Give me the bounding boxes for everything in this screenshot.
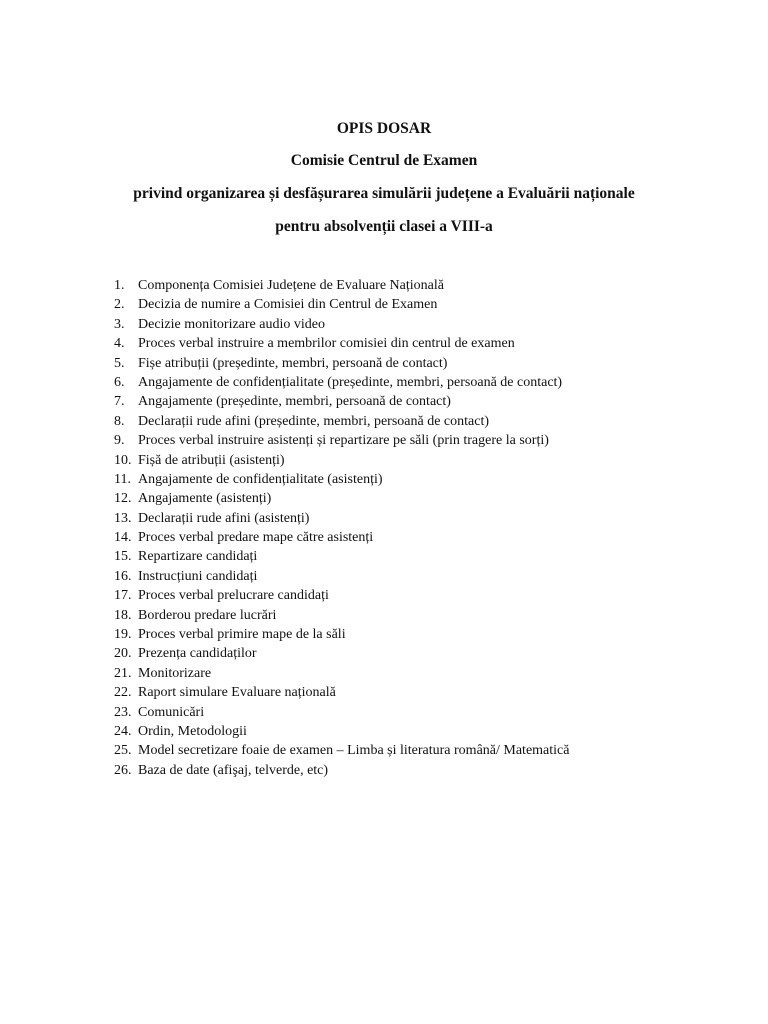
list-item-number: 11. <box>114 471 131 487</box>
list-item-number: 25. <box>114 743 132 759</box>
list-item-number: 2. <box>114 297 125 313</box>
list-item-text: Decizia de numire a Comisiei din Centrul de Examen <box>138 297 438 313</box>
list-item-number: 26. <box>114 762 132 778</box>
list-item-text: Instrucțiuni candidați <box>138 568 258 584</box>
list-item-text: Declarații rude afini (asistenți) <box>138 510 310 526</box>
list-item-number: 4. <box>114 336 125 352</box>
list-item-number: 23. <box>114 704 132 720</box>
list-item-number: 20. <box>114 646 132 662</box>
list-item-number: 10. <box>114 452 132 468</box>
list-item-text: Baza de date (afişaj, telverde, etc) <box>138 762 329 778</box>
list-item-number: 14. <box>114 530 132 546</box>
list-item-text: Repartizare candidați <box>138 549 258 565</box>
list-item-number: 13. <box>114 510 132 526</box>
list-item-number: 12. <box>114 491 132 507</box>
list-item-text: Prezența candidaților <box>138 646 257 662</box>
list-item-number: 8. <box>114 413 125 429</box>
list-item-text: Proces verbal instruire a membrilor comisiei din centrul de examen <box>138 336 515 352</box>
list-item-number: 21. <box>114 665 132 681</box>
list-item-number: 16. <box>114 568 132 584</box>
list-item-number: 17. <box>114 588 132 604</box>
list-item-number: 22. <box>114 685 132 701</box>
list-item-number: 7. <box>114 394 125 410</box>
list-item-text: Declarații rude afini (președinte, membri, persoană de contact) <box>138 413 490 429</box>
list-item-number: 9. <box>114 433 125 449</box>
document-title: OPIS DOSAR <box>336 120 432 137</box>
list-item-text: Angajamente de confidențialitate (președinte, membri, persoană de contact) <box>138 374 563 390</box>
list-item-text: Angajamente (asistenți) <box>138 491 272 507</box>
document-description-line-1: privind organizarea și desfășurarea simulării județene a Evaluării naționale <box>133 185 635 202</box>
list-item-text: Raport simulare Evaluare națională <box>138 685 336 701</box>
list-item-text: Fișe atribuții (președinte, membri, persoană de contact) <box>138 355 448 371</box>
list-item-number: 15. <box>114 549 132 565</box>
list-item-text: Proces verbal prelucrare candidați <box>138 588 329 604</box>
list-item-text: Componența Comisiei Județene de Evaluare Națională <box>138 278 444 293</box>
list-item-number: 1. <box>114 278 125 293</box>
document-description-line-2: pentru absolvenții clasei a VIII-a <box>275 218 493 235</box>
list-item-number: 3. <box>114 316 125 332</box>
list-item-text: Fișă de atribuții (asistenți) <box>138 452 285 468</box>
list-item-number: 6. <box>114 374 125 390</box>
list-item-text: Decizie monitorizare audio video <box>138 316 325 332</box>
list-item-number: 18. <box>114 607 132 623</box>
list-item-number: 5. <box>114 355 125 371</box>
list-item-text: Comunicări <box>138 704 205 720</box>
list-item-text: Proces verbal instruire asistenți și repartizare pe săli (prin tragere la sorți) <box>138 433 549 449</box>
list-item-text: Angajamente (președinte, membri, persoană de contact) <box>138 394 451 410</box>
document-subtitle: Comisie Centrul de Examen <box>290 152 478 169</box>
list-item-text: Borderou predare lucrări <box>138 607 277 623</box>
list-item-text: Monitorizare <box>138 665 212 681</box>
list-item-text: Ordin, Metodologii <box>138 723 247 739</box>
list-item-text: Model secretizare foaie de examen – Limba și literatura română/ Matematică <box>138 743 570 759</box>
list-item-number: 24. <box>114 723 132 739</box>
list-item-text: Proces verbal primire mape de la săli <box>138 627 346 643</box>
list-item-number: 19. <box>114 627 132 643</box>
list-item-text: Angajamente de confidențialitate (asistenți) <box>138 471 383 487</box>
list-item-text: Proces verbal predare mape către asistenți <box>138 530 374 546</box>
